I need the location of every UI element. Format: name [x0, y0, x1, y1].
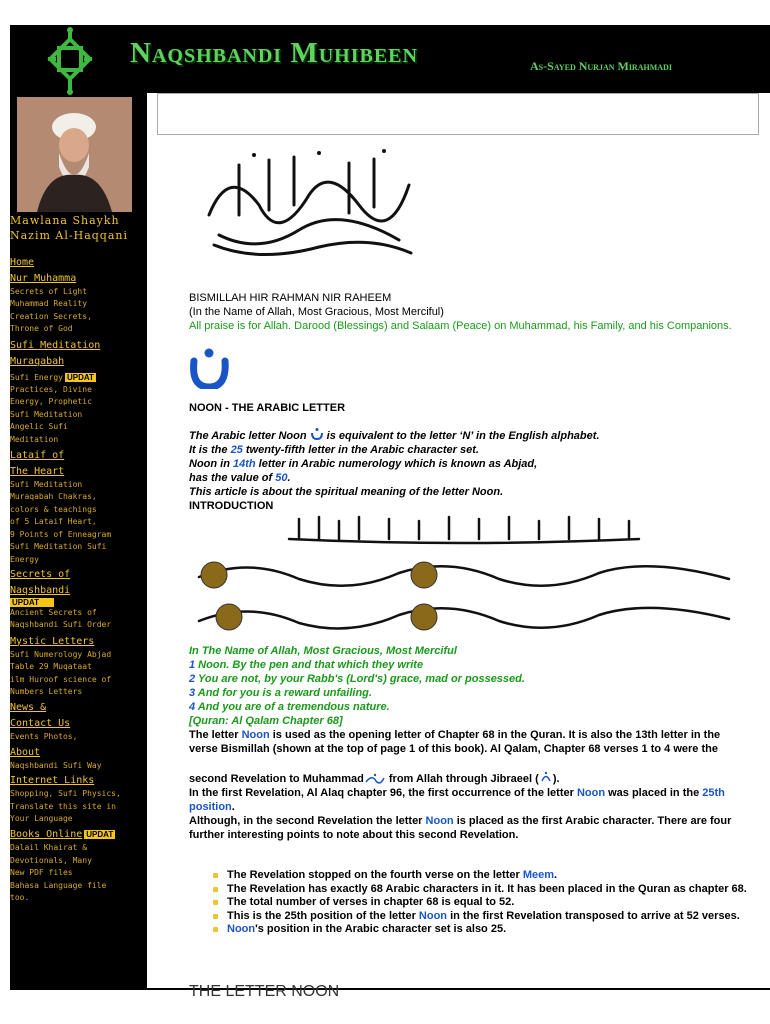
nav-desc: Muhammad Reality [10, 299, 88, 309]
bismillah-translation: (In the Name of Allah, Most Gracious, Most Merciful) [189, 306, 444, 318]
list-item [207, 869, 747, 883]
nav-desc: Sufi Meditation Sufi [10, 542, 107, 552]
list-item [207, 910, 747, 924]
nav-desc: too. [10, 893, 30, 902]
main-content [147, 93, 770, 1000]
square-bullet-icon [213, 887, 218, 892]
nav-desc: Dalail Khairat & [10, 843, 88, 853]
verse-text: And you are of a tremendous nature. [195, 701, 390, 713]
nav-desc: Energy, Prophetic [10, 397, 92, 407]
intro-number: 25 [230, 444, 243, 456]
nav-desc: Your Language [10, 813, 73, 823]
nav-desc: Table 29 Muqataat [10, 662, 92, 672]
nav-secrets-of[interactable]: Secrets of [10, 568, 71, 580]
bismillah-title: BISMILLAH HIR RAHMAN NIR RAHEEM [189, 292, 392, 304]
verse-number: 1 [189, 659, 196, 671]
naqshbandi-knot-logo-icon[interactable] [42, 25, 98, 97]
sheikh-name-line1: Mawlana Shaykh [10, 214, 120, 227]
verse-number: 2 [189, 673, 196, 685]
nav-the-heart[interactable]: The Heart [10, 466, 65, 478]
nav-books-online-row [10, 827, 150, 842]
point-text: in the first Revelation transposed to arrive at 52 verses. [447, 909, 740, 922]
square-bullet-icon [213, 873, 218, 878]
sidebar-nav [10, 255, 150, 904]
paragraph-3 [189, 786, 749, 814]
nav-desc: colors & teachings [10, 504, 97, 514]
praise-text: All praise is for Allah. Darood (Blessings) and Salaam (Peace) on Muhammad, his Family, and his Companions. [189, 320, 732, 332]
nav-desc: Numbers Letters [10, 686, 83, 696]
nav-desc: Naqshbandi Sufi Order [10, 620, 112, 630]
point-text: . [554, 869, 558, 881]
noon-heading: NOON - THE ARABIC LETTER [189, 402, 346, 414]
nav-desc: Angelic Sufi [10, 422, 68, 432]
para-text: Although, in the second Revelation the letter [189, 815, 426, 828]
para-text: from Allah through Jibraeel ( [385, 773, 539, 785]
alayhi-salam-calligraphy-icon [539, 770, 553, 783]
intro-number: 50 [275, 472, 288, 484]
para-text: second Revelation to Muhammad [189, 773, 364, 785]
nav-desc: Meditation [10, 434, 59, 444]
paragraph-1 [189, 728, 749, 756]
verse-4 [189, 700, 749, 714]
nav-desc: 9 Points of Enneagram [10, 529, 112, 539]
nav-muraqabah[interactable]: Muraqabah [10, 355, 65, 367]
nav-desc: Energy [10, 554, 39, 564]
nav-desc: Events Photos, [10, 732, 78, 742]
sheikh-name-line2: Nazim Al-Haqqani [10, 229, 128, 242]
verse-number: 4 [189, 701, 196, 713]
spacer [189, 415, 749, 427]
noon-highlight: Noon [241, 729, 270, 741]
square-bullet-icon [213, 914, 218, 919]
site-title[interactable]: Naqshbandi Muhibeen [130, 37, 418, 69]
paragraph-2 [189, 770, 749, 786]
verse-text: And for you is a reward unfailing. [195, 687, 372, 699]
nav-desc: of 5 Lataif Heart, [10, 517, 97, 527]
nav-desc: Ancient Secrets of [10, 607, 97, 617]
nav-lataif[interactable]: Lataif of [10, 450, 65, 462]
verse-text: Noon. By the pen and that which they write [195, 659, 424, 671]
nav-desc: Translate this site in [10, 801, 116, 811]
page-frame [10, 25, 770, 1000]
nav-internet-links[interactable]: Internet Links [10, 775, 95, 787]
intro-text: Noon in [189, 458, 233, 470]
position-highlight: 25th position [189, 787, 725, 814]
nav-desc: Creation Secrets, [10, 311, 92, 321]
intro-line-5: This article is about the spiritual meaning of the letter Noon. [189, 486, 504, 498]
intro-line-2 [189, 443, 749, 457]
para-text: ). [552, 773, 560, 785]
quran-verses-calligraphy-image [189, 499, 749, 634]
list-item [207, 896, 747, 910]
nav-desc: Sufi Meditation [10, 480, 83, 490]
update-badge: UPDAT [66, 372, 94, 382]
sheikh-name [10, 213, 145, 243]
intro-line-3 [189, 457, 749, 471]
nav-news[interactable]: News & [10, 702, 47, 714]
para-text: . [231, 801, 235, 814]
para-text: In the first Revelation, Al Alaq chapter 96, the first occurrence of the letter [189, 787, 577, 800]
bismillah-calligraphy-image [199, 145, 419, 263]
nav-desc: Shopping, Sufi Physics, [10, 789, 121, 799]
nav-desc: Devotionals, Many [10, 855, 92, 865]
nav-desc: Naqshbandi Sufi Way [10, 760, 102, 770]
square-bullet-icon [213, 927, 218, 932]
nav-desc: Sufi Numerology Abjad [10, 649, 112, 659]
para-text: was placed in the [605, 787, 703, 800]
nav-desc: ilm Huroof science of [10, 674, 112, 684]
noon-highlight: Noon [425, 815, 454, 828]
nav-sufi-meditation[interactable]: Sufi Meditation [10, 339, 101, 351]
intro-text: twenty-fifth letter in the Arabic character set. [242, 444, 479, 456]
point-text: The total number of verses in chapter 68 is equal to 52. [227, 896, 515, 908]
point-text: The Revelation has exactly 68 Arabic characters in it. It has been placed in the Quran as chapter 68. [227, 882, 747, 895]
verse-2 [189, 672, 749, 686]
intro-text: . [287, 472, 291, 484]
noon-small-icon [310, 427, 324, 440]
nav-mystic-letters[interactable]: Mystic Letters [10, 635, 95, 647]
point-text: The Revelation stopped on the fourth verse on the letter [227, 869, 523, 881]
verse-0: In The Name of Allah, Most Gracious, Most Merciful [189, 645, 457, 657]
intro-number: 14th [233, 458, 256, 470]
sheikh-portrait [17, 97, 132, 212]
nav-desc: Practices, Divine [10, 385, 92, 395]
nav-home[interactable]: Home [10, 257, 35, 268]
intro-text: letter in Arabic numerology which is known as Abjad, [255, 458, 538, 470]
intro-text: It is the [189, 444, 231, 456]
nav-desc: Bahasa Language file [10, 880, 107, 890]
list-item [207, 883, 747, 897]
intro-line-1 [189, 427, 749, 443]
nav-naqshbandi[interactable]: Naqshbandi [10, 584, 71, 596]
nav-desc: Muraqabah Chakras, [10, 492, 97, 502]
point-highlight: Noon [227, 923, 256, 935]
update-badge: UPDAT [86, 829, 114, 839]
para-text: is used as the opening letter of Chapter 68 in the Quran. It is also the 13th letter in the verse Bismillah (shown at the top of page 1 of this book). Al Qalam, Chapter 68 verses 1 to 4 were the [189, 729, 721, 755]
bismillah-block [189, 291, 749, 333]
nav-desc: Secrets of Light [10, 287, 88, 296]
nav-nur-muhammad[interactable]: Nur Muhamma [10, 273, 77, 284]
verse-source: [Quran: Al Qalam Chapter 68] [189, 715, 343, 727]
nav-desc: New PDF files [10, 868, 73, 878]
nav-about[interactable]: About [10, 746, 41, 758]
intro-line-4 [189, 471, 749, 485]
nav-books-online[interactable]: Books Online [10, 829, 83, 841]
verse-3 [189, 686, 749, 700]
introduction-heading: INTRODUCTION [189, 500, 274, 512]
noon-letter-icon [189, 343, 229, 389]
intro-text: The Arabic letter Noon [189, 430, 310, 442]
intro-block [189, 401, 749, 513]
para-text: is placed as the first Arabic character. There are four further interesting points to note about this second Revelation. [189, 815, 732, 842]
nav-desc: Sufi Meditation [10, 409, 83, 419]
nav-contact-us[interactable]: Contact Us [10, 718, 71, 730]
noon-highlight: Noon [576, 787, 606, 800]
point-highlight: Meem [522, 869, 555, 881]
intro-text: is equivalent to the letter ‘N’ in the English alphabet. [323, 430, 600, 442]
intro-text: has the value of [189, 472, 276, 484]
points-list [207, 869, 747, 937]
verse-number: 3 [189, 687, 196, 699]
site-subtitle: As-Sayed Nurjan Mirahmadi [530, 59, 672, 73]
verses-block [189, 644, 749, 842]
para-text: The letter [189, 729, 242, 741]
point-highlight: Noon [418, 909, 448, 922]
top-banner-frame [157, 93, 759, 135]
verse-text: You are not, by your Rabb's (Lord's) grace, mad or possessed. [195, 673, 525, 685]
section-title: THE LETTER NOON [189, 983, 340, 1000]
nav-desc: Throne of God [10, 324, 73, 334]
point-text: 's position in the Arabic character set is also 25. [255, 923, 507, 935]
list-item [207, 923, 747, 937]
verse-1 [189, 658, 749, 672]
paragraph-4 [189, 814, 749, 842]
pbuh-calligraphy-icon [364, 772, 386, 786]
nav-desc [10, 372, 150, 384]
square-bullet-icon [213, 900, 218, 905]
point-text: This is the 25th position of the letter [227, 909, 419, 922]
nav-desc-text: Sufi Energy [10, 372, 63, 382]
update-badge: UPDAT [10, 598, 54, 607]
